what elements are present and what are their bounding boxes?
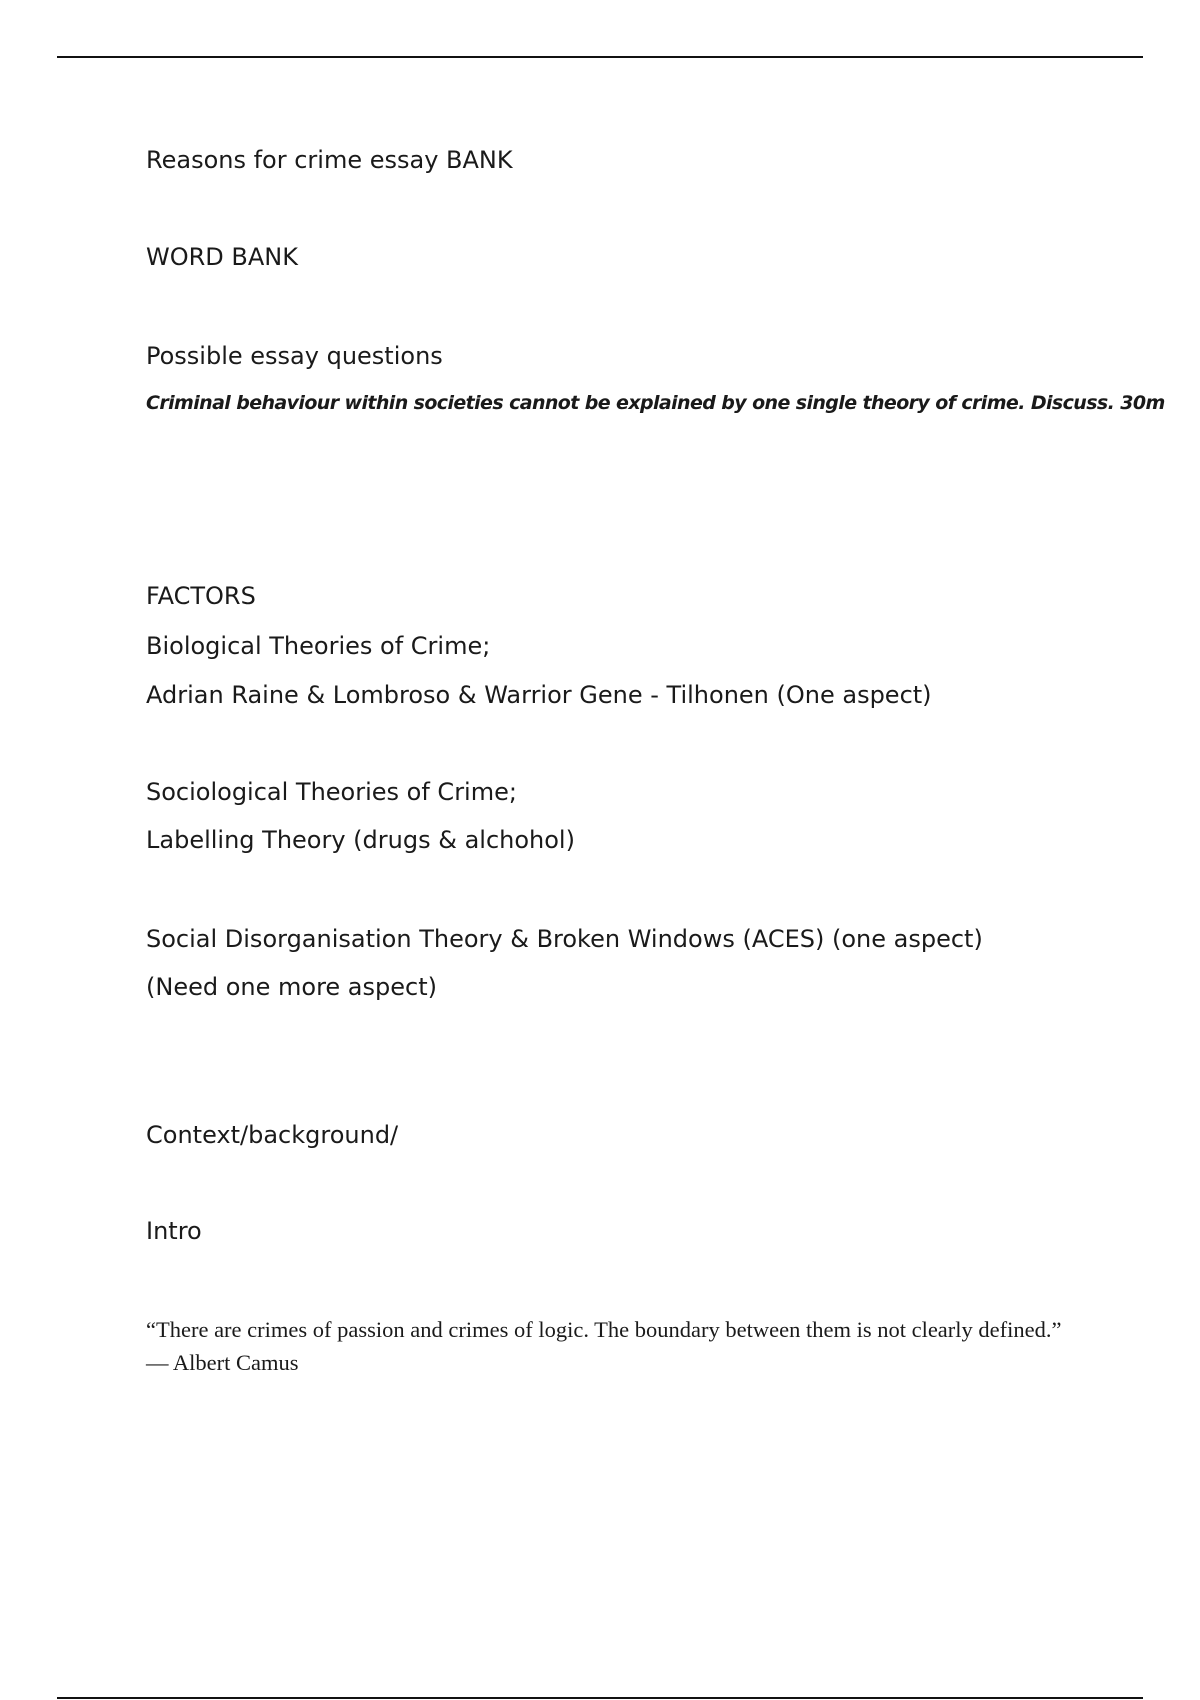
biological-theories-detail: Adrian Raine & Lombroso & Warrior Gene - Tilhonen (One aspect): [146, 681, 932, 709]
biological-theories-heading: Biological Theories of Crime;: [146, 632, 491, 660]
word-bank-heading: WORD BANK: [146, 243, 298, 271]
camus-quote: “There are crimes of passion and crimes of logic. The boundary between them is not clearly defined.” — Albert Camus: [146, 1317, 1062, 1375]
labelling-theory-line: Labelling Theory (drugs & alchohol): [146, 826, 575, 854]
context-heading: Context/background/: [146, 1121, 399, 1149]
document-title: Reasons for crime essay BANK: [146, 146, 513, 174]
social-disorganisation-line: Social Disorganisation Theory & Broken Windows (ACES) (one aspect): [146, 925, 983, 953]
need-more-aspect-line: (Need one more aspect): [146, 973, 437, 1001]
sociological-theories-heading: Sociological Theories of Crime;: [146, 778, 517, 806]
top-rule: [57, 56, 1143, 58]
factors-heading: FACTORS: [146, 582, 256, 610]
intro-heading: Intro: [146, 1217, 202, 1245]
essay-questions-heading: Possible essay questions: [146, 342, 443, 370]
bottom-rule: [57, 1697, 1143, 1699]
essay-question-1: Criminal behaviour within societies cannot be explained by one single theory of crime. Discuss. 30m: [146, 392, 1165, 414]
